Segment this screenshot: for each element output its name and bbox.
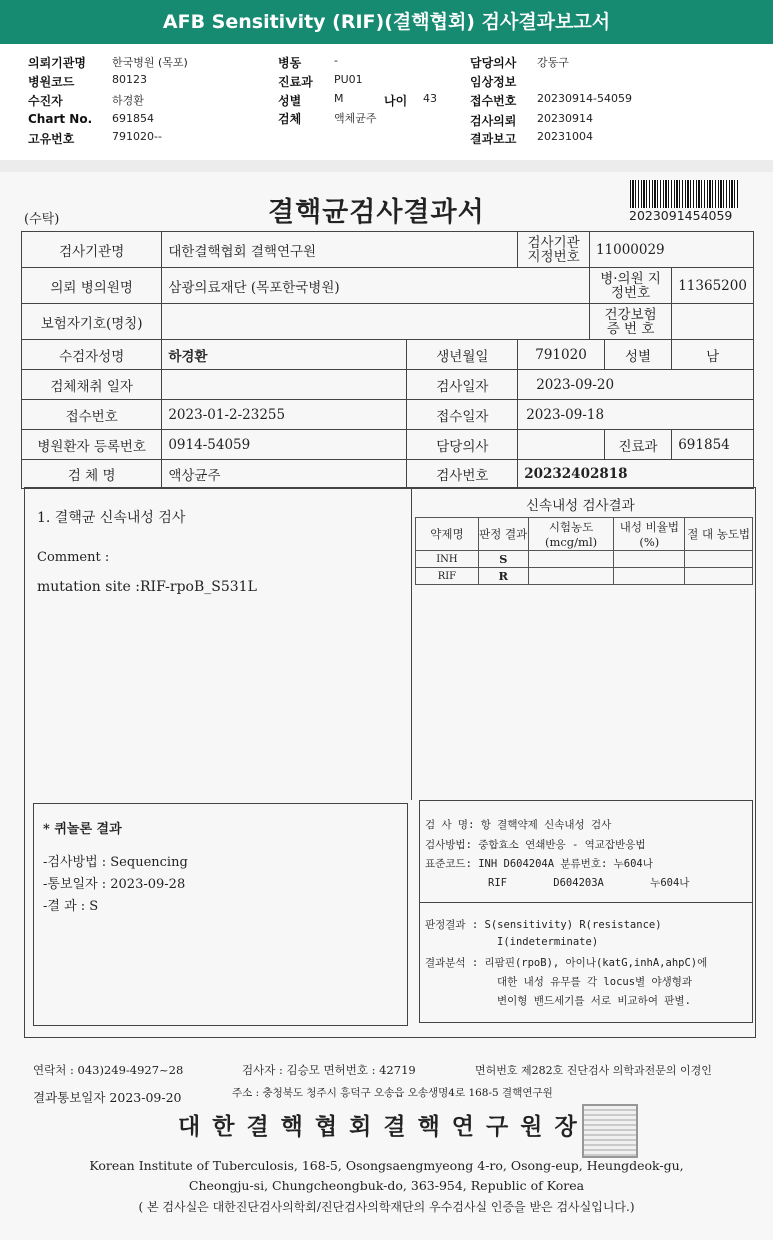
info-table [21,231,754,489]
interp-line: 결과분석 : 리팜핀(rpoB), 아이나(katG,inhA,ahpC)에 [425,957,708,969]
hdr-value: 20230914 [537,112,593,125]
patient-info-header [0,44,773,160]
sens-header: 시험농도 (mcg/ml) [528,518,614,551]
hosp-code-value: 11365200 [672,268,754,304]
quinolone-title: * 퀴놀론 결과 [43,822,122,837]
method-divider [419,902,752,903]
method-line: 검 사 명: 항 결핵약제 신속내성 검사 [425,819,612,831]
exam-code-value: 11000029 [589,232,753,268]
sens-cell: R [478,568,528,585]
footer-english-2: Cheongju-si, Chungcheongbuk-do, 363-954, Republic of Korea [188,1178,585,1193]
report-title: AFB Sensitivity (RIF)(결핵협회) 검사결과보고서 [162,11,611,33]
hdr-label: 고유번호 [28,132,75,146]
hdr-label: Chart No. [28,112,93,126]
sens-cell [614,568,685,585]
hdr-value: 한국병원 (목포) [112,56,188,69]
footer-contact: 연락처 : 043)249-4927~28 [33,1063,184,1077]
footer-tester: 검사자 : 김승모 면허번호 : 42719 [242,1063,416,1077]
doctor-label: 담당의사 [407,430,518,460]
interp-line: 변이형 밴드세기를 서로 비교하여 판별. [497,995,691,1007]
barcode-image [630,180,738,208]
footer-certification: ( 본 검사실은 대한진단검사의학회/진단검사의학재단의 우수검사실 인증을 받은 검사실입니다.) [138,1200,635,1214]
sens-cell [528,551,614,568]
collect-label: 검체채취 일자 [22,370,162,400]
footer-notify: 결과통보일자 2023-09-20 [33,1090,182,1105]
hdr-label: 나이 [384,94,408,108]
method-line: 검사방법: 중합효소 연쇄반응 - 역교잡반응법 [425,839,646,851]
sens-cell: RIF [416,568,479,585]
official-seal [582,1104,638,1158]
hdr-label: 병동 [278,56,302,70]
hdr-label: 수진자 [28,94,63,108]
insurer-label: 보험자기호(명칭) [22,304,162,340]
hdr-label: 담당의사 [470,56,517,70]
results-divider [411,487,412,800]
ref-hosp-value: 삼광의료재단 (목포한국병원) [162,268,590,304]
hdr-label: 임상정보 [470,75,517,89]
hosp-code-label: 병·의원 지정번호 [589,268,671,304]
interp-line: I(indeterminate) [497,936,599,948]
hdr-label: 결과보고 [470,132,517,146]
hdr-label: 의뢰기관명 [28,56,86,70]
method-line: 표준코드: INH D604204A 분류번호: 누604나 [425,858,653,870]
sens-header: 절 대 농도법 [685,518,753,551]
footer-english-1: Korean Institute of Tuberculosis, 168-5, Osongsaengmyeong 4-ro, Osong-eup, Heungdeok-gu, [89,1158,684,1173]
hdr-value: M [334,92,344,105]
footer-address: 주소 : 충청북도 청주시 흥덕구 오송읍 오송생명4로 168-5 결핵연구원 [232,1087,553,1099]
hdr-label: 진료과 [278,75,313,89]
patient-value: 하경환 [162,340,407,370]
recv-date-label: 접수일자 [407,400,518,430]
hdr-value: 하경환 [112,94,144,107]
hdr-value: PU01 [334,73,363,86]
sex-value: 남 [672,340,754,370]
hdr-value: 43 [423,92,437,105]
hdr-label: 병원코드 [28,75,75,89]
ins-no-label: 건강보험 증 번 호 [589,304,671,340]
accession-value: 2023-01-2-23255 [162,400,407,430]
ref-hosp-label: 의뢰 병의원명 [22,268,162,304]
method-box [419,800,753,1023]
hdr-label: 성별 [278,94,302,108]
insurer-value [162,304,590,340]
section-divider [0,160,773,172]
test-date-value: 2023-09-20 [518,370,754,400]
sens-cell [614,551,685,568]
hdr-value: 액체균주 [334,112,377,125]
footer-license: 면허번호 제282호 진단검사 의학과전문의 이경인 [475,1064,712,1077]
ins-no-value [672,304,754,340]
method-line: RIF D604203A 누604나 [488,877,690,889]
comment-label: Comment : [37,550,110,565]
test-no-label: 검사번호 [407,460,518,489]
sex-label: 성별 [604,340,671,370]
interp-line: 판정결과 : S(sensitivity) R(resistance) [425,919,662,931]
sens-cell: INH [416,551,479,568]
sens-header: 내성 비율법(%) [614,518,685,551]
test-date-label: 검사일자 [407,370,518,400]
hdr-value: 791020-- [112,130,162,143]
specimen-value: 액상균주 [162,460,407,489]
doctor-value [518,430,605,460]
dob-value: 791020 [518,340,605,370]
sens-header: 판정 결과 [478,518,528,551]
collect-value [162,370,407,400]
doc-tag: (수탁) [24,212,60,227]
mutation-site: mutation site :RIF-rpoB_S531L [37,579,257,595]
reg-value: 0914-54059 [162,430,407,460]
dob-label: 생년월일 [407,340,518,370]
sens-cell [685,551,753,568]
hdr-value: - [334,54,338,67]
specimen-label: 검 체 명 [22,460,162,489]
doc-title: 결핵균검사결과서 [268,197,485,228]
dept-label: 진료과 [604,430,671,460]
sens-title: 신속내성 검사결과 [526,498,635,514]
test-no-value: 20232402818 [518,460,754,489]
reg-label: 병원환자 등록번호 [22,430,162,460]
sens-cell [685,568,753,585]
hdr-value: 691854 [112,112,154,125]
sens-cell: S [478,551,528,568]
quinolone-line: -결 과 : S [43,899,99,914]
barcode-number: 2023091454059 [629,208,733,223]
patient-label: 수검자성명 [22,340,162,370]
hdr-value: 20230914-54059 [537,92,632,105]
hdr-value: 80123 [112,73,147,86]
hdr-label: 접수번호 [470,94,517,108]
report-title-bar [0,0,773,44]
exam-code-label: 검사기관 지정번호 [518,232,590,268]
hdr-label: 검체 [278,112,302,126]
quinolone-line: -검사방법 : Sequencing [43,855,188,870]
hdr-value: 강동구 [537,56,569,69]
interp-line: 대한 내성 유무를 각 locus별 야생형과 [497,976,693,988]
rapid-test-heading: 1. 결핵균 신속내성 검사 [37,510,186,526]
exam-org-value: 대한결핵협회 결핵연구원 [162,232,518,268]
exam-org-label: 검사기관명 [22,232,162,268]
sens-header: 약제명 [416,518,479,551]
quinolone-line: -통보일자 : 2023-09-28 [43,877,186,892]
sens-cell [528,568,614,585]
dept-value: 691854 [672,430,754,460]
footer-org-name: 대 한 결 핵 협 회 결 핵 연 구 원 장 [178,1113,579,1140]
sens-table [415,517,753,585]
accession-label: 접수번호 [22,400,162,430]
hdr-value: 20231004 [537,130,593,143]
recv-date-value: 2023-09-18 [518,400,754,430]
hdr-label: 검사의뢰 [470,114,517,128]
